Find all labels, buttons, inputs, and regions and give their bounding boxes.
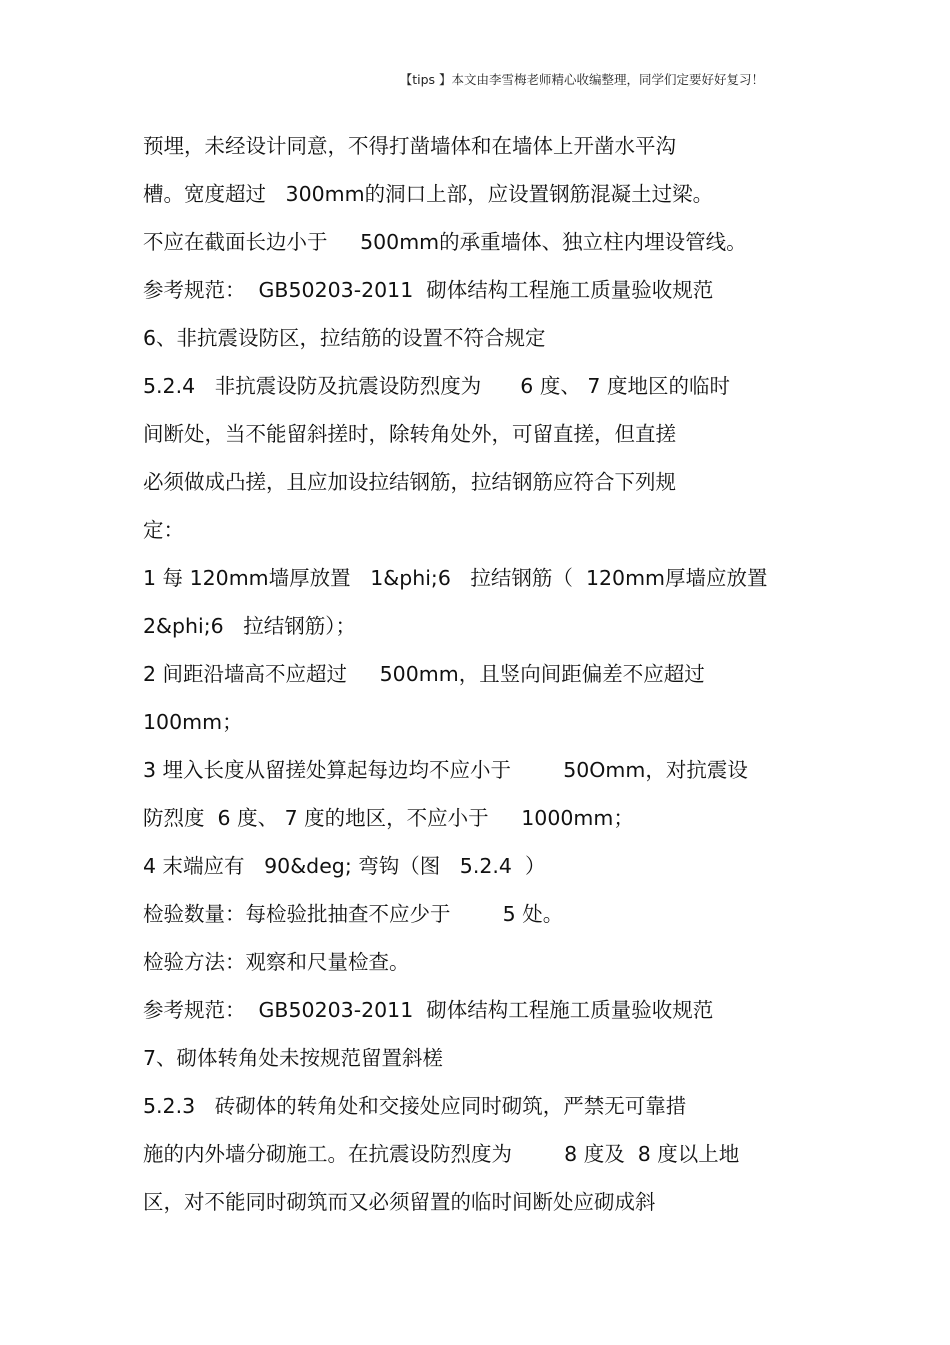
text-line: 参考规范： GB50203-2011 砌体结构工程施工质量验收规范: [143, 278, 714, 302]
text-line: 检验数量：每检验批抽查不应少于 5 处。: [143, 902, 564, 926]
text-line: 4 末端应有 90&deg; 弯钩（图 5.2.4 ）: [143, 854, 546, 878]
text-line: 5.2.4 非抗震设防及抗震设防烈度为 6 度、 7 度地区的临时: [143, 374, 730, 398]
text-line: 间断处，当不能留斜搓时，除转角处外，可留直搓，但直搓: [143, 422, 676, 446]
text-line: 防烈度 6 度、 7 度的地区，不应小于 1000mm；: [143, 806, 634, 830]
text-line: 2&phi;6 拉结钢筋）；: [143, 614, 356, 638]
text-line: 2 间距沿墙高不应超过 500mm，且竖向间距偏差不应超过: [143, 662, 705, 686]
text-line: 检验方法：观察和尺量检查。: [143, 950, 410, 974]
text-line: 100mm；: [143, 710, 243, 734]
text-line: 1 每 120mm墙厚放置 1&phi;6 拉结钢筋（ 120mm厚墙应放置: [143, 566, 768, 590]
text-line: 槽。宽度超过 300mm的洞口上部，应设置钢筋混凝土过梁。: [143, 182, 714, 206]
text-line: 不应在截面长边小于 500mm的承重墙体、独立柱内埋设管线。: [143, 230, 747, 254]
header-tip: 【tips 】本文由李雪梅老师精心收编整理，同学们定要好好复习！: [399, 72, 764, 87]
text-line: 必须做成凸搓，且应加设拉结钢筋，拉结钢筋应符合下列规: [143, 470, 676, 494]
text-line: 参考规范： GB50203-2011 砌体结构工程施工质量验收规范: [143, 998, 714, 1022]
text-line: 区，对不能同时砌筑而又必须留置的临时间断处应砌成斜: [143, 1190, 656, 1214]
section-heading: 6、非抗震设防区，拉结筋的设置不符合规定: [143, 326, 546, 350]
text-line: 5.2.3 砖砌体的转角处和交接处应同时砌筑，严禁无可靠措: [143, 1094, 687, 1118]
text-line: 预埋，未经设计同意，不得打凿墙体和在墙体上开凿水平沟: [143, 134, 676, 158]
text-line: 定：: [143, 518, 184, 542]
section-heading: 7、砌体转角处未按规范留置斜槎: [143, 1046, 444, 1070]
text-line: 3 埋入长度从留搓处算起每边均不应小于 50Omm，对抗震设: [143, 758, 748, 782]
text-line: 施的内外墙分砌施工。在抗震设防烈度为 8 度及 8 度以上地: [143, 1142, 740, 1166]
